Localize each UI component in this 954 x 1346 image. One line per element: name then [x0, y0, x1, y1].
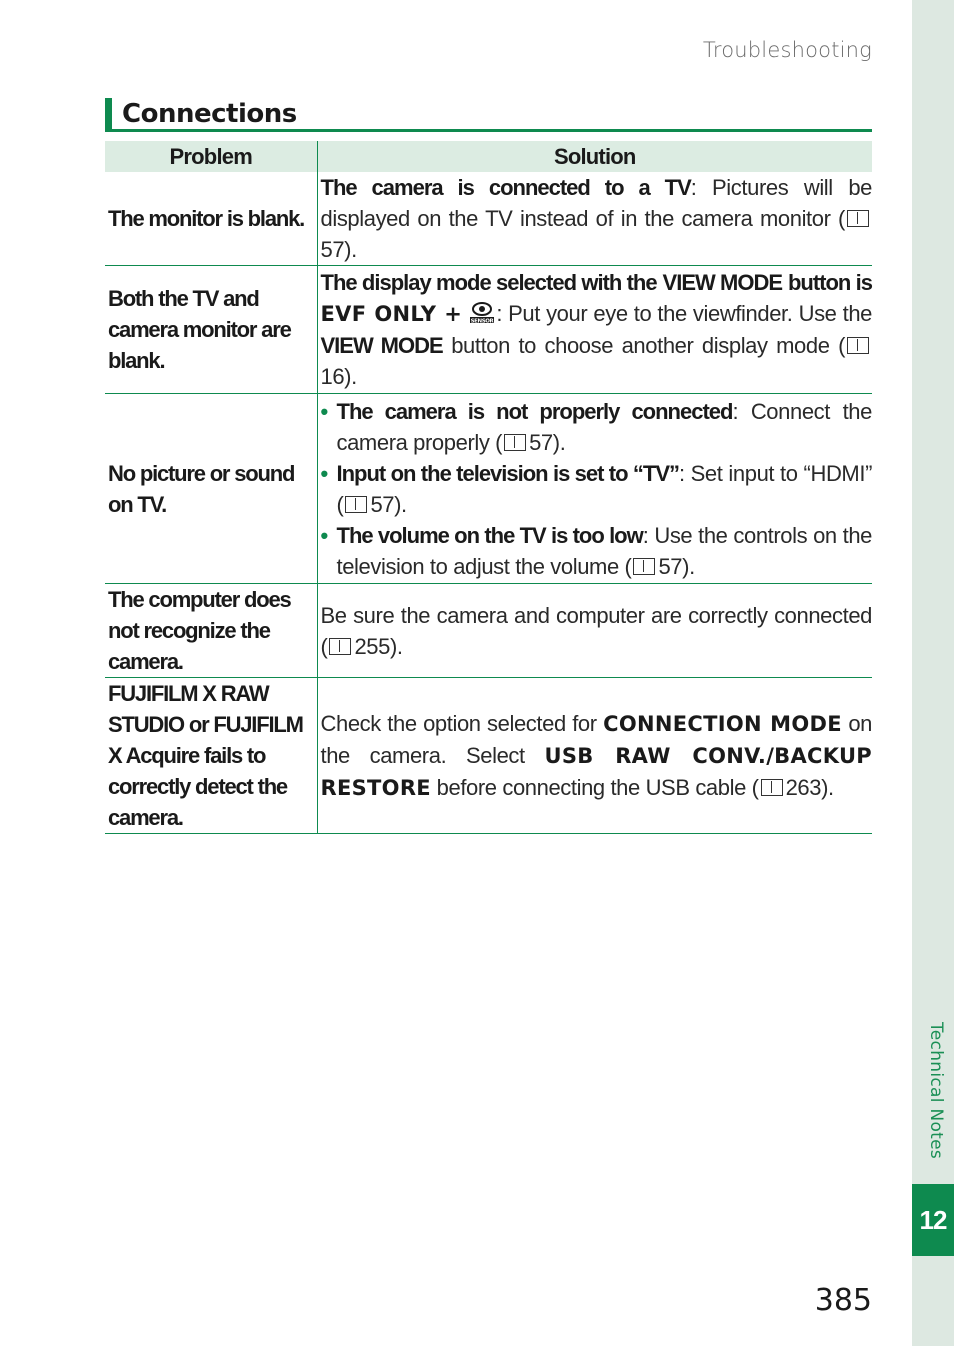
solution-text-end: ).: [344, 237, 357, 262]
page-number: 385: [814, 1283, 872, 1318]
book-reference-icon: [847, 337, 869, 354]
solution-bold-text: The volume on the TV is too low: [336, 522, 643, 548]
page-reference[interactable]: 16: [320, 364, 345, 389]
list-item: [321, 396, 873, 458]
solution-text: on the camera. Select: [320, 710, 872, 768]
bullet-icon: •: [320, 522, 328, 548]
page-reference[interactable]: 263: [785, 774, 822, 800]
solution-bold-text: The display mode selected with the: [320, 270, 657, 295]
table-row: [105, 172, 872, 266]
book-reference-icon: [847, 210, 869, 227]
solution-column-header: Solution: [317, 141, 872, 172]
running-header: Troubleshooting: [702, 38, 872, 62]
problem-cell: Both the TV and camera monitor are blank.: [105, 266, 317, 394]
side-tab-label: Technical Notes: [926, 1022, 946, 1160]
page-reference[interactable]: 57: [370, 491, 395, 517]
solution-text: : Set input to “HDMI” (: [336, 460, 873, 517]
bullet-icon: •: [320, 398, 328, 424]
svg-text:SENSOR: SENSOR: [470, 318, 494, 325]
evf-only-menu-label: EVF ONLY +: [320, 302, 463, 326]
view-mode-button-label: VIEW MODE: [320, 333, 443, 358]
solution-cell: [317, 584, 872, 678]
solution-text: Check the option selected for: [320, 710, 597, 736]
table-row: [105, 678, 872, 834]
solution-text: : Use the controls on the television to adjust the volume (: [336, 522, 873, 579]
solution-text: Be sure the camera and computer are correctly connected (: [320, 602, 872, 659]
table-row: [105, 584, 872, 678]
solution-cell: [317, 678, 872, 834]
list-item: [321, 458, 873, 520]
side-tab: [912, 0, 954, 1346]
solution-text: button to choose another display mode (: [451, 333, 846, 358]
troubleshooting-table: [105, 141, 872, 834]
page-reference[interactable]: 57: [320, 237, 345, 262]
solution-text-end: ).: [344, 364, 357, 389]
solution-text: before connecting the USB cable (: [436, 774, 759, 800]
book-reference-icon: [504, 434, 526, 451]
table-row: [105, 394, 872, 584]
solution-text-end: ).: [389, 633, 403, 659]
view-mode-button-label: VIEW MODE: [662, 270, 783, 295]
list-item: [321, 520, 873, 582]
solution-text-end: ).: [394, 491, 407, 517]
page-reference[interactable]: 255: [354, 633, 390, 659]
problem-cell: No picture or sound on TV.: [105, 394, 317, 584]
book-reference-icon: [345, 496, 367, 513]
eye-sensor-icon: [468, 301, 496, 325]
bullet-icon: •: [320, 460, 328, 486]
solution-bold-text: The camera is not properly connected: [336, 398, 733, 424]
problem-cell: FUJIFILM X RAW STUDIO or FUJIFILM X Acquire fails to correctly detect the camera.: [105, 678, 317, 834]
solution-text: : Pictures will be displayed on the TV instead of in the camera monitor (: [320, 175, 872, 231]
solution-bold-text: button is: [787, 270, 873, 295]
solution-text-end: ).: [552, 429, 566, 455]
book-reference-icon: [633, 558, 655, 575]
solution-cell: [317, 172, 872, 266]
problem-column-header: Problem: [105, 141, 317, 172]
page-reference[interactable]: 57: [658, 553, 683, 579]
book-reference-icon: [329, 638, 351, 655]
solution-cell: [317, 266, 872, 394]
section-heading: [105, 98, 872, 132]
connection-mode-menu-label: CONNECTION MODE: [603, 711, 842, 736]
table-row: [105, 266, 872, 394]
usb-raw-conv-menu-label: USB RAW CONV./BACKUP RESTORE: [320, 743, 873, 800]
solution-cell: [317, 394, 872, 584]
solution-text: : Put your eye to the viewfinder. Use the: [496, 301, 872, 326]
solution-text-end: ).: [682, 553, 695, 579]
book-reference-icon: [761, 779, 783, 796]
solution-text: : Connect the camera properly (: [336, 398, 872, 455]
solution-text-end: ).: [821, 774, 834, 800]
section-title: Connections: [122, 99, 297, 129]
problem-cell: The monitor is blank.: [105, 172, 317, 266]
solution-bold-text: The camera is connected to a TV: [320, 175, 691, 200]
problem-cell: The computer does not recognize the camera.: [105, 584, 317, 678]
table-header-row: [105, 141, 872, 172]
section-heading-bar: [105, 98, 112, 132]
page-reference[interactable]: 57: [529, 429, 553, 455]
solution-bold-text: Input on the television is set to “TV”: [336, 460, 679, 486]
chapter-number-badge[interactable]: 12: [912, 1184, 954, 1256]
